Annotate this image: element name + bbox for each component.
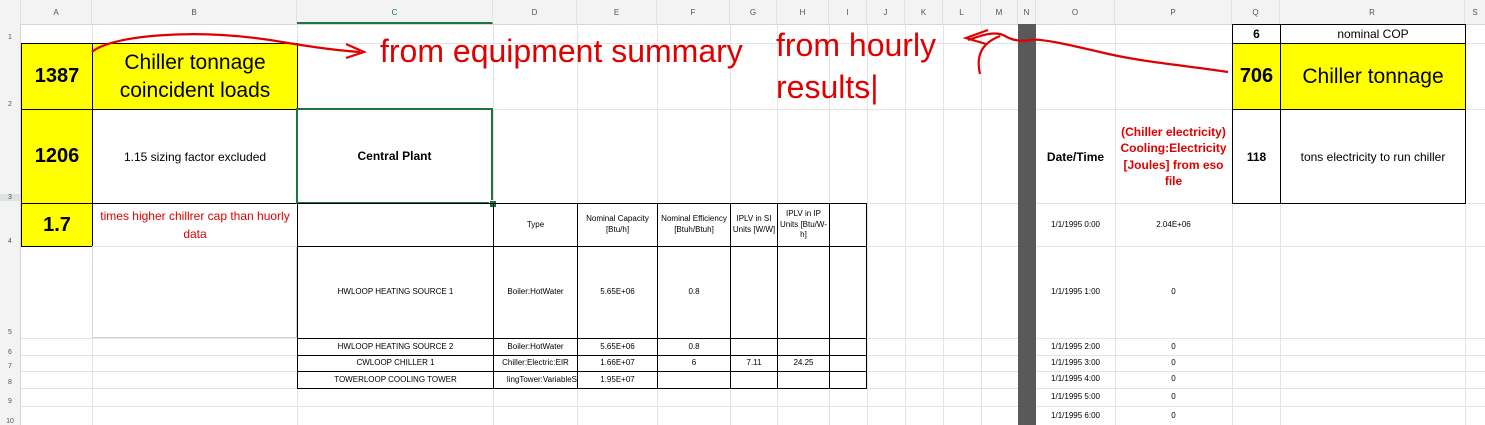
plant-row-capacity[interactable]: 5.65E+06 [577, 246, 658, 339]
hourly-value[interactable]: 0 [1171, 287, 1176, 296]
col-header-b[interactable]: B [92, 0, 297, 24]
hourly-datetime[interactable]: 1/1/1995 0:00 [1051, 220, 1100, 229]
hourly-datetime[interactable]: 1/1/1995 4:00 [1051, 374, 1100, 383]
plant-header-efficiency[interactable]: Nominal Efficiency [Btuh/Btuh] [657, 203, 731, 247]
plant-header-extra[interactable] [829, 203, 867, 247]
plant-row-type[interactable]: Chiller:Electric:EIR [493, 355, 578, 372]
hourly-value[interactable]: 0 [1171, 358, 1176, 367]
cell-a4[interactable]: 1.7 [21, 203, 93, 247]
column-header-bar [0, 0, 1485, 25]
row-header-7[interactable]: 7 [8, 363, 12, 370]
row-header-3[interactable]: 3 [0, 194, 20, 201]
plant-row-extra[interactable] [829, 355, 867, 372]
annotation-hourly-line1: from hourly [776, 27, 937, 63]
cell-b2[interactable]: Chiller tonnage coincident loads [92, 43, 298, 110]
arrowhead-hourly [966, 30, 988, 44]
plant-row-efficiency[interactable]: 6 [657, 355, 731, 372]
col-header-p[interactable]: P [1115, 0, 1232, 24]
row-header-bar [0, 24, 21, 425]
col-header-e[interactable]: E [577, 0, 657, 24]
cell-c3-selected[interactable]: Central Plant [296, 108, 493, 204]
row-header-2[interactable]: 2 [8, 101, 12, 108]
col-header-s[interactable]: S [1472, 8, 1478, 17]
col-header-a[interactable]: A [21, 0, 92, 24]
row-header-5[interactable]: 5 [8, 329, 12, 336]
plant-row-iplv-ip[interactable]: 24.25 [777, 355, 830, 372]
plant-row-type[interactable]: Boiler:HotWater [493, 246, 578, 339]
cell-q2[interactable]: 706 [1232, 43, 1281, 110]
plant-row-iplv-si[interactable] [730, 371, 778, 389]
plant-row-capacity[interactable]: 1.95E+07 [577, 371, 658, 389]
plant-row-name[interactable]: HWLOOP HEATING SOURCE 2 [297, 338, 494, 356]
col-header-k[interactable]: K [905, 0, 943, 24]
plant-row-efficiency[interactable] [657, 371, 731, 389]
row-header-4[interactable]: 4 [8, 238, 12, 245]
plant-row-capacity[interactable]: 1.66E+07 [577, 355, 658, 372]
plant-row-name[interactable]: HWLOOP HEATING SOURCE 1 [297, 246, 494, 339]
plant-row-extra[interactable] [829, 338, 867, 356]
col-header-f[interactable]: F [657, 0, 730, 24]
row-header-6[interactable]: 6 [8, 349, 12, 356]
cell-a3[interactable]: 1206 [21, 109, 93, 204]
col-header-d[interactable]: D [493, 0, 577, 24]
cell-b5-border [92, 246, 297, 338]
cell-r2[interactable]: Chiller tonnage [1280, 43, 1466, 110]
plant-row-type[interactable]: lingTower:VariableS [493, 371, 578, 389]
cell-b4[interactable]: times higher chillrer cap than huorly data [100, 209, 290, 241]
row-header-10[interactable]: 10 [6, 418, 14, 425]
plant-row-efficiency[interactable]: 0.8 [657, 246, 731, 339]
hourly-value[interactable]: 0 [1171, 342, 1176, 351]
plant-row-name[interactable]: TOWERLOOP COOLING TOWER [297, 371, 494, 389]
cell-r3[interactable]: tons electricity to run chiller [1280, 109, 1466, 204]
hourly-value[interactable]: 2.04E+06 [1156, 220, 1191, 229]
plant-header-type[interactable]: Type [493, 203, 578, 247]
cell-q3[interactable]: 118 [1232, 109, 1281, 204]
col-header-j[interactable]: J [867, 0, 905, 24]
plant-header-blank[interactable] [297, 203, 494, 247]
hourly-datetime[interactable]: 1/1/1995 6:00 [1051, 411, 1100, 420]
plant-row-type[interactable]: Boiler:HotWater [493, 338, 578, 356]
col-header-o[interactable]: O [1036, 0, 1115, 24]
col-header-g[interactable]: G [730, 0, 777, 24]
annotation-equipment-summary: from equipment summary [380, 33, 743, 69]
plant-row-iplv-ip[interactable] [777, 246, 830, 339]
col-header-q[interactable]: Q [1232, 0, 1280, 24]
plant-row-iplv-ip[interactable] [777, 371, 830, 389]
cell-r1[interactable]: nominal COP [1280, 24, 1466, 44]
hourly-value[interactable]: 0 [1171, 374, 1176, 383]
col-header-l[interactable]: L [943, 0, 981, 24]
plant-row-name[interactable]: CWLOOP CHILLER 1 [297, 355, 494, 372]
plant-row-extra[interactable] [829, 371, 867, 389]
cell-o3[interactable]: Date/Time [1046, 149, 1105, 164]
col-header-i[interactable]: I [829, 0, 867, 24]
hourly-datetime[interactable]: 1/1/1995 1:00 [1051, 287, 1100, 296]
cell-b3[interactable]: 1.15 sizing factor excluded [92, 109, 298, 204]
hourly-value[interactable]: 0 [1171, 411, 1176, 420]
arrow-right-to-hourly [968, 33, 1228, 72]
annotation-hourly-line2: results| [776, 69, 879, 105]
plant-row-iplv-si[interactable] [730, 246, 778, 339]
cell-p3[interactable]: (Chiller electricity) Cooling:Electricity [Joules] from eso file [1120, 125, 1227, 188]
column-n-separator-band [1018, 24, 1036, 425]
plant-row-efficiency[interactable]: 0.8 [657, 338, 731, 356]
arrowhead-equipment [346, 44, 364, 58]
row-header-9[interactable]: 9 [8, 398, 12, 405]
plant-header-iplv-ip[interactable]: IPLV in IP Units [Btu/W-h] [777, 203, 830, 247]
plant-header-iplv-si[interactable]: IPLV in SI Units [W/W] [730, 203, 778, 247]
col-header-h[interactable]: H [777, 0, 829, 24]
select-all-corner[interactable] [0, 0, 21, 24]
col-header-c[interactable]: C [297, 0, 493, 24]
col-header-r[interactable]: R [1280, 0, 1465, 24]
col-header-n[interactable]: N [1018, 0, 1036, 24]
hourly-value[interactable]: 0 [1171, 392, 1176, 401]
cell-q1[interactable]: 6 [1232, 24, 1281, 44]
hourly-datetime[interactable]: 1/1/1995 2:00 [1051, 342, 1100, 351]
row-header-1[interactable]: 1 [8, 34, 12, 41]
col-header-m[interactable]: M [981, 0, 1018, 24]
plant-row-iplv-si[interactable]: 7.11 [730, 355, 778, 372]
hourly-datetime[interactable]: 1/1/1995 3:00 [1051, 358, 1100, 367]
plant-row-extra[interactable] [829, 246, 867, 339]
plant-row-capacity[interactable]: 5.65E+06 [577, 338, 658, 356]
row-header-8[interactable]: 8 [8, 379, 12, 386]
plant-header-capacity[interactable]: Nominal Capacity [Btu/h] [577, 203, 658, 247]
cell-a2[interactable]: 1387 [21, 43, 93, 110]
hourly-datetime[interactable]: 1/1/1995 5:00 [1051, 392, 1100, 401]
plant-row-iplv-si[interactable] [730, 338, 778, 356]
plant-row-iplv-ip[interactable] [777, 338, 830, 356]
